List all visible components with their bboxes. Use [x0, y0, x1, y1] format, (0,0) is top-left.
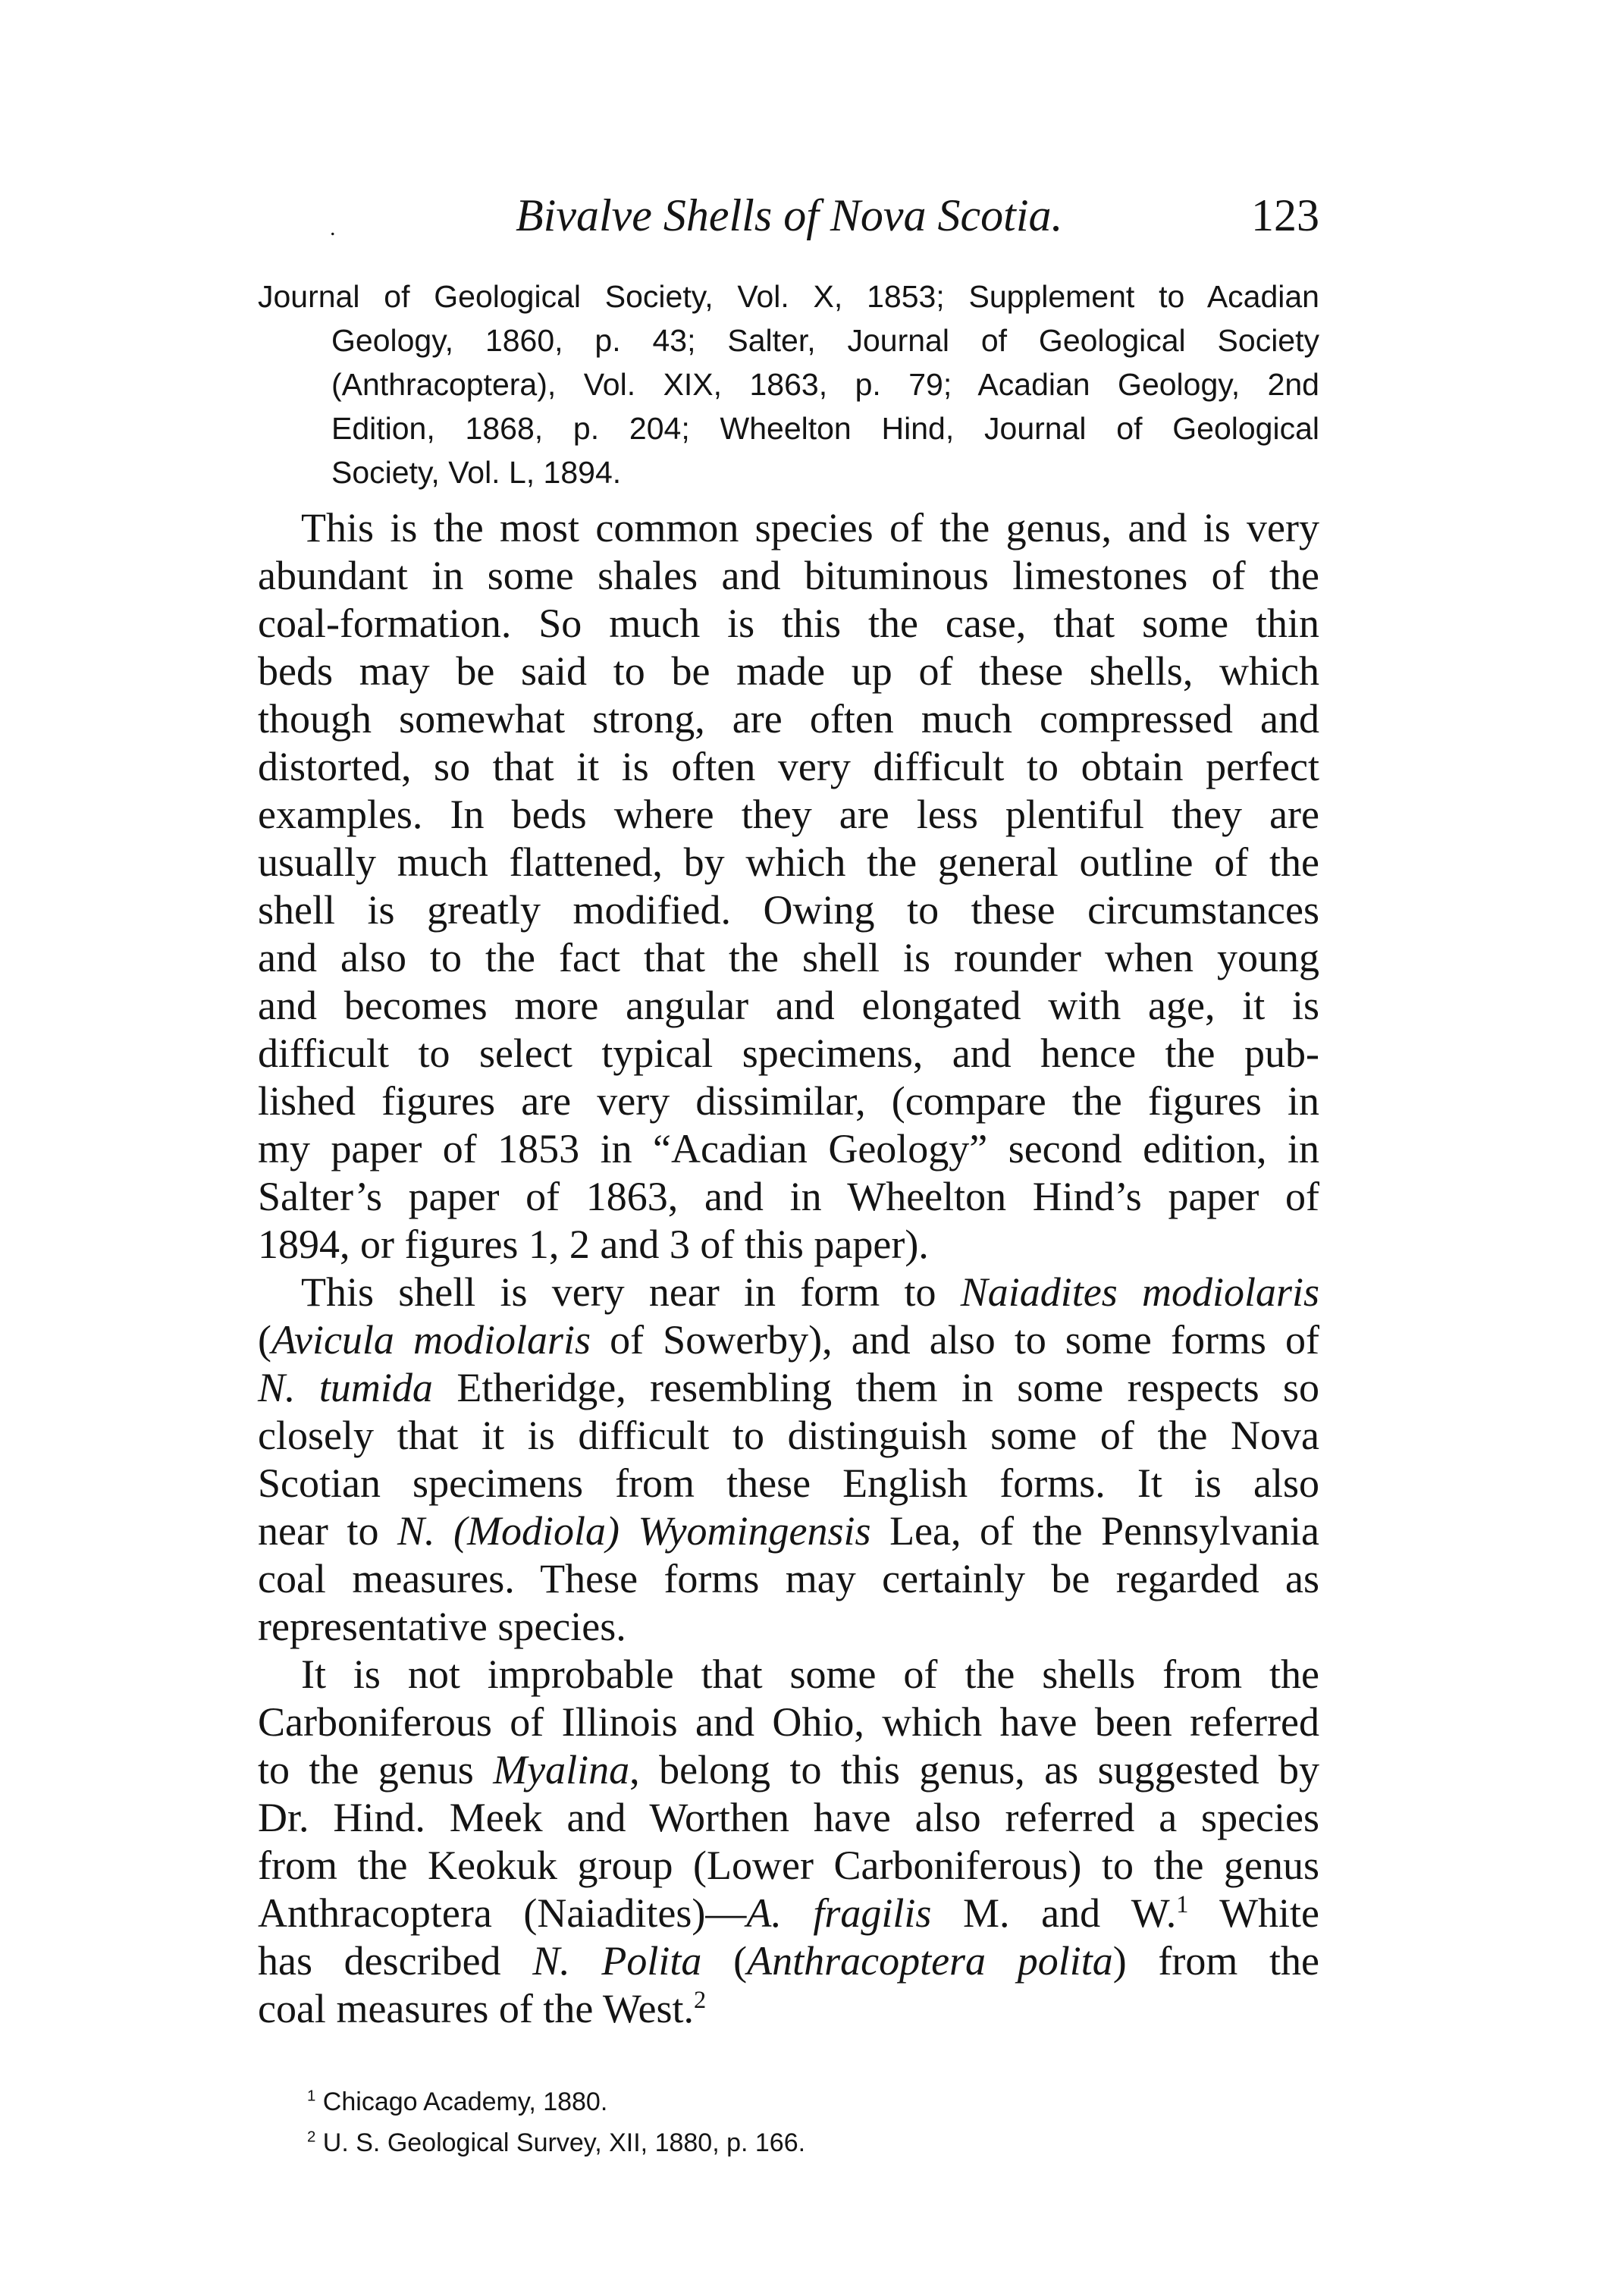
text-run: (: [258, 1317, 271, 1363]
text-line: 1894, or figures 1, 2 and 3 of this paper).: [258, 1222, 929, 1267]
reference-line: (Anthracoptera), Vol. XIX, 1863, p. 79; Acadian Geology, 2nd: [331, 367, 1319, 402]
footnote: [307, 2081, 1293, 2122]
text-line: [258, 1890, 1319, 1937]
reference-line: Geology, 1860, p. 43; Salter, Journal of Geological Society: [331, 323, 1319, 358]
text-run: Etheridge, resembling them in some respects so: [432, 1365, 1319, 1410]
text-line: [258, 1269, 1319, 1316]
text-line: representative species.: [258, 1604, 626, 1649]
text-line: Salter’s paper of 1863, and in Wheelton Hind’s paper of: [258, 1174, 1319, 1219]
text-line: [258, 1937, 1319, 1985]
reference-line: Journal of Geological Society, Vol. X, 1853; Supplement to Acadian: [258, 279, 1319, 314]
text-run: coal measures of the West.: [258, 1986, 694, 2031]
reference-line: Edition, 1868, p. 204; Wheelton Hind, Journal of Geological: [331, 411, 1319, 446]
paragraph-3: [258, 1651, 1319, 2033]
text-line: Carboniferous of Illinois and Ohio, which have been referred: [258, 1699, 1319, 1745]
taxon-name: N. Polita: [532, 1938, 702, 1984]
text-line: [258, 1985, 1319, 2033]
text-run: (: [701, 1938, 748, 1984]
taxon-name: N. tumida: [258, 1365, 433, 1410]
text-line: [258, 1507, 1319, 1555]
footnote-text: Chicago Academy, 1880.: [322, 2087, 608, 2116]
footnote-mark: 1: [307, 2087, 316, 2105]
footnotes: [307, 2081, 1293, 2163]
text-run: to the genus: [258, 1747, 494, 1793]
text-run: Lea, of the Pennsylvania: [870, 1508, 1319, 1554]
text-line: closely that it is difficult to distinguish some of the Nova: [258, 1413, 1319, 1458]
text-line: distorted, so that it is often very difficult to obtain perfect: [258, 744, 1319, 789]
text-line: beds may be said to be made up of these shells, which: [258, 648, 1319, 694]
running-header: [258, 185, 1319, 246]
text-line: from the Keokuk group (Lower Carboniferous) to the genus: [258, 1843, 1319, 1888]
footnote: [307, 2122, 1293, 2163]
running-title: Bivalve Shells of Nova Scotia.: [516, 190, 1063, 240]
text-line: abundant in some shales and bituminous limestones of the: [258, 553, 1319, 598]
text-run: has described: [258, 1938, 533, 1984]
taxon-name: N. (Modiola) Wyomingensis: [397, 1508, 871, 1554]
text-run: , belong to this genus, as suggested by: [629, 1747, 1319, 1793]
footnote-ref: 2: [693, 1987, 707, 2014]
text-line: This is the most common species of the genus, and is very: [301, 505, 1319, 550]
text-line: [258, 1746, 1319, 1794]
text-line: shell is greatly modified. Owing to these circumstances: [258, 887, 1319, 933]
text-line: examples. In beds where they are less plentiful they are: [258, 792, 1319, 837]
text-line: and also to the fact that the shell is rounder when young: [258, 935, 1319, 980]
text-run: This shell is very near in form to: [301, 1269, 961, 1315]
text-run: ) from the: [1112, 1938, 1320, 1984]
text-run: White: [1188, 1890, 1320, 1936]
paragraph-1: [258, 504, 1319, 1269]
text-run: Anthracoptera (Naiadites)—: [258, 1890, 747, 1936]
text-line: difficult to select typical specimens, and hence the pub-: [258, 1030, 1319, 1076]
taxon-name: Anthracoptera polita: [747, 1938, 1113, 1984]
text-line: my paper of 1853 in “Acadian Geology” second edition, in: [258, 1126, 1319, 1172]
text-line: Dr. Hind. Meek and Worthen have also referred a species: [258, 1795, 1319, 1840]
text-line: It is not improbable that some of the shells from the: [301, 1651, 1319, 1697]
page-number: 123: [1251, 190, 1319, 240]
text-line: coal-formation. So much is this the case, that some thin: [258, 601, 1319, 646]
text-run: near to: [258, 1508, 397, 1554]
text-line: [258, 1364, 1319, 1412]
text-line: coal measures. These forms may certainly be regarded as: [258, 1556, 1319, 1601]
paragraph-2: [258, 1269, 1319, 1651]
footnote-ref: 1: [1176, 1891, 1189, 1918]
text-line: [258, 1316, 1319, 1364]
text-line: and becomes more angular and elongated with age, it is: [258, 983, 1319, 1028]
text-line: usually much flattened, by which the general outline of the: [258, 839, 1319, 885]
text-line: lished figures are very dissimilar, (compare the figures in: [258, 1078, 1319, 1124]
footnote-text: U. S. Geological Survey, XII, 1880, p. 166.: [322, 2128, 806, 2157]
text-run: M. and W.: [931, 1890, 1177, 1936]
body-text: [258, 504, 1319, 2033]
taxon-name: Avicula modiolaris: [271, 1317, 591, 1363]
text-run: of Sowerby), and also to some forms of: [591, 1317, 1319, 1363]
header-dot: .: [330, 215, 336, 240]
taxon-name: A. fragilis: [746, 1890, 932, 1936]
taxon-name: Myalina: [493, 1747, 630, 1793]
text-line: though somewhat strong, are often much compressed and: [258, 696, 1319, 742]
footnote-mark: 2: [307, 2128, 316, 2146]
taxon-name: Naiadites modiolaris: [960, 1269, 1319, 1315]
text-line: Scotian specimens from these English forms. It is also: [258, 1460, 1319, 1506]
reference-line: Society, Vol. L, 1894.: [331, 455, 622, 490]
references-block: [258, 274, 1319, 494]
